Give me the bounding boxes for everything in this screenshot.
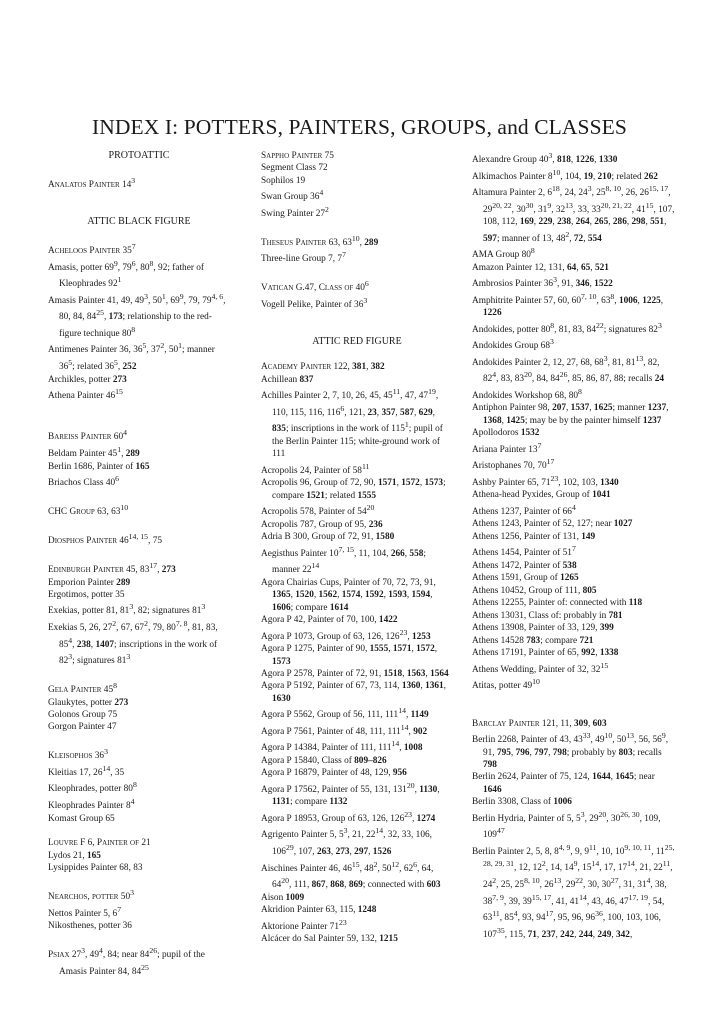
spacer [48,825,230,837]
index-entry: Agora P 1073, Group of 63, 126, $126^{23}$, 1253 [261,627,431,642]
index-entry: Amphitrite Painter 57, 60, 60$^{7, 10}$, $63^8$, 1006, 1225, 1226 [472,291,664,319]
index-entry: Emporion Painter 289 [48,577,131,588]
index-entry: Golonos Group 75 [48,710,118,721]
spacer [48,490,230,502]
index-entry: Acropolis 24, Painter of $58^{11}$ [261,461,370,476]
index-entry: Alexandre Group $40^3$, 818, 1226, 1330 [472,151,618,166]
index-entry: Berlin 2268, Painter of 43, $43^{33}$, $49^{10}$, $50^{13}$, 56, $56^9$, 91, 795, 796, 797, 798; probably by 803; recalls 798 [472,730,669,770]
index-entry: Apollodoros 1532 [472,428,540,439]
index-entry: Athens 1472, Painter of 538 [472,560,577,571]
spacer [261,349,453,361]
index-entry: Psiax $27^3$, $49^4$, 84; near $84^{26}$; pupil of the Amasis Painter 84, $84^{25}$ [48,946,205,977]
index-entry: Agora P 14384, Painter of 111, $111^{14}$, 1008 [261,739,423,754]
spacer [261,312,453,324]
index-entry: Sophilos 19 [261,175,306,186]
index-entry: Swing Painter $27^2$ [261,204,329,219]
index-entry: Athens 14528 783; compare 721 [472,635,594,646]
index-entry: Agora P 5192, Painter of 67, 73, 114, 1360, 1361, 1630 [261,681,446,704]
index-entry: Diosphos Painter 46$^{14, 15}$, 75 [48,531,162,547]
index-entry: Achillean 837 [261,374,314,385]
index-entry: Agora P 5562, Group of 56, 111, $111^{14}$, 1149 [261,706,429,721]
index-entry: Agora P 7561, Painter of 48, 111, $111^{14}$, 902 [261,722,428,737]
index-entry: Amazon Painter 12, 131, 64, 65, 521 [472,262,609,273]
section-heading: PROTOATTIC [108,150,170,161]
index-entry: Three-line Group 7, $7^7$ [261,250,346,265]
index-entry: Amasis, potter $69^9$, $79^6$, $80^8$, 92; father of Kleophrades $92^1$ [48,258,204,290]
index-entry: AMA Group $80^8$ [472,246,535,261]
index-entry: Alcácer do Sal Painter 59, 132, 1215 [261,934,398,945]
index-entry: Andokides Workshop 68, $80^8$ [472,386,582,402]
spacer [48,734,230,746]
index-entry: Vogell Pelike, Painter of $36^3$ [261,295,368,311]
index-entry: Ambrosios Painter $36^3$, 91, 346, 1522 [472,275,613,290]
index-entry: Bareiss Painter $60^4$ [48,428,127,443]
spacer [48,548,230,560]
index-entry: Agora P 17562, Painter of 55, 131, $131^{20}$, 1130, 1131; compare 1132 [261,780,440,808]
index-entry: Athens 1591, Group of 1265 [472,573,579,584]
spacer [48,875,230,887]
index-entry: Gela Painter $45^8$ [48,681,117,696]
spacer [48,933,230,945]
index-entry: Berlin Painter 2, 5, 8, 8$^{4, 9}$, 9, $9^{11}$, 10, 10$^{9, 10, 11}$, 11$^{25, 28, 29, 31}$, 12, $12^2$, 14, $14^9$, $15^{14}$, 17, $17^{14}$, 21, $22^{11}$, $24^2$, 25, 25$^{8, 10}$, $26^{13}$, $29^{22}$, 30, $30^{27}$, 31, $31^4$, 38, 38$^{7, 9}$, 39, 39$^{15, 17}$, 41, $41^{14}$, 43, 46, 47$^{17, 19}$, 54, $63^{11}$, $85^4$, 93, $94^{17}$, 95, 96, $96^{36}$, 100, 103, 106, $107^{35}$, 115, 71, 237, 242, 244, 249, 342, [472,842,675,940]
index-column-1 [48,150,230,978]
index-entry: Lysippides Painter 68, 83 [48,863,143,874]
index-entry: Barclay Painter 121, 11, 309, 603 [472,718,607,729]
spacer [48,191,230,203]
index-entry: Andokides, potter $80^8$, 81, 83, $84^{22}$; signatures $82^3$ [472,320,662,335]
index-entry: Edinburgh Painter 45, $83^{17}$, 273 [48,560,176,576]
index-entry: Agora P 42, Painter of 70, 100, 1422 [261,615,398,626]
index-entry: Aristophanes 70, $70^{17}$ [472,457,555,472]
index-entry: Athens 1243, Painter of 52, 127; near 1027 [472,519,633,530]
index-entry: CHC Group 63, $63^{10}$ [48,502,129,518]
index-entry: Ariana Painter $13^7$ [472,440,542,455]
index-entry: Andokides Painter 2, 12, 27, 68, $68^3$, 81, $81^{13}$, 82, $82^4$, 83, $83^{20}$, 84, $84^{26}$, 85, 86, 87, 88; recalls 24 [472,353,665,385]
index-column-3 [472,150,675,941]
index-entry: Achilles Painter 2, 7, 10, 26, 45, $45^{11}$, 47, $47^{19}$, 110, 115, 116, $116^6$, 121, 23, 357, 587, 629, 835; inscriptions in the work of $115^1$; pupil of the Berlin Painter 115; white-ground work of 111 [261,387,443,460]
spacer [48,204,230,216]
index-entry: Analatos Painter $14^3$ [48,175,136,190]
index-entry: Agora P 15840, Class of 809–826 [261,756,387,766]
index-entry: Nikosthenes, potter 36 [48,921,132,932]
index-entry: Berlin 1686, Painter of 165 [48,461,150,472]
index-entry: Athens 1237, Painter of $66^4$ [472,502,576,518]
index-entry: Acropolis 787, Group of 95, 236 [261,519,383,530]
spacer [48,403,230,415]
index-entry: Briachos Class $40^6$ [48,474,120,489]
section-heading: ATTIC BLACK FIGURE [87,216,191,228]
index-entry: Athens 13031, Class of: probably in 781 [472,610,623,621]
index-entry: Kleophrades, potter $80^8$ [48,780,137,795]
index-entry: Antiphon Painter 98, 207, 1537, 1625; manner 1237, 1368, 1425; may be by the painter himself 1237 [472,403,669,426]
index-entry: Berlin 2624, Painter of 75, 124, 1644, 1645; near 1646 [472,772,655,795]
spacer [48,415,230,427]
index-entry: Athens 1454, Painter of $51^7$ [472,544,576,559]
index-entry: Adria B 300, Group of 72, 91, 1580 [261,532,395,543]
index-entry: Aischines Painter 46, $46^{15}$, $48^2$, $50^{12}$, $62^6$, 64, $64^{20}$, 111, 867, 868, 869; connected with 603 [261,859,441,891]
index-column-2 [261,150,453,946]
index-entry: Athens Wedding, Painter of 32, $32^{15}$ [472,660,609,675]
index-entry: Aktorione Painter $71^{23}$ [261,917,347,932]
index-entry: Aegisthus Painter 10$^{7, 15}$, 11, 104, 266, 558; manner $22^{14}$ [261,544,426,576]
index-entry: Atitas, potter $49^{10}$ [472,677,540,692]
index-entry: Athena Painter $46^{15}$ [48,387,123,402]
spacer [261,220,453,232]
index-entry: Ergotimos, potter 35 [48,589,125,600]
index-entry: Gorgon Painter 47 [48,722,117,733]
section-heading: ATTIC RED FIGURE [312,336,402,348]
index-entry: Aison 1009 [261,892,305,903]
spacer [472,693,675,705]
spacer [472,705,675,717]
index-entry: Berlin Hydria, Painter of 5, $5^3$, $29^{20}$, 30$^{26, 30}$, 109, $109^{47}$ [472,809,661,841]
spacer [48,162,230,174]
index-entry: Swan Group $36^4$ [261,188,324,203]
index-entry: Amasis Painter 41, 49, $49^3$, $50^1$, $69^9$, 79, 79$^{4, 6}$, 80, 84, $84^{25}$, 173; relationship to the red-figure technique $80^8$ [48,291,226,340]
index-entry: Agora P 18953, Group of 63, 126, $126^{23}$, 1274 [261,809,436,824]
index-entry: Antimenes Painter 36, $36^5$, $37^2$, $50^1$; manner $36^5$; related $36^5$, 252 [48,341,215,373]
index-entry: Exekias 5, 26, $27^2$, 67, $67^2$, 79, 80$^{7, 8}$, 81, 83, $85^4$, 238, 1407; inscriptions in the work of $82^3$; signatures $81^3$ [48,618,218,667]
index-entry: Agora Chairias Cups, Painter of 70, 72, 73, 91, 1365, 1520, 1562, 1574, 1592, 1593, 1594, 1606; compare 1614 [261,577,436,613]
index-entry: Exekias, potter 81, $81^3$, 82; signatures $81^3$ [48,602,206,617]
index-entry: Agora P 16879, Painter of 48, 129, 956 [261,768,407,779]
index-entry: Akridion Painter 63, 115, 1248 [261,905,377,916]
index-entry: Archikles, potter 273 [48,374,127,385]
index-entry: Berlin 3308, Class of 1006 [472,797,572,808]
index-entry: Nettos Painter 5, $6^7$ [48,904,122,919]
index-entry: Sappho Painter 75 [261,151,334,161]
index-entry: Acropolis 578, Painter of $54^{20}$ [261,503,375,518]
index-entry: Glaukytes, potter 273 [48,697,129,708]
index-entry: Athens 17191, Painter of 65, 992, 1338 [472,648,619,659]
index-entry: Agora P 2578, Painter of 72, 91, 1518, 1563, 1564 [261,669,449,679]
index-title: INDEX I: POTTERS, PAINTERS, GROUPS, and CLASSES [92,115,627,139]
spacer [48,229,230,241]
index-entry: Athens 1256, Painter of 131, 149 [472,531,596,542]
spacer [48,668,230,680]
spacer [261,266,453,278]
index-entry: Athens 13908, Painter of 33, 129, 399 [472,623,614,634]
index-entry: Theseus Painter 63, $63^{10}$, 289 [261,233,379,248]
index-entry: Athena-head Pyxides, Group of 1041 [472,490,611,501]
index-entry: Agora P 1275, Painter of 90, 1555, 1571, 1572, 1573 [261,644,438,667]
spacer [261,324,453,336]
index-entry: Kleophrades Painter $8^4$ [48,797,135,812]
index-entry: Louvre F 6, Painter of 21 [48,838,151,849]
index-entry: Andokides Group $68^3$ [472,337,554,352]
index-entry: Kleisophos $36^3$ [48,747,108,762]
index-entry: Athens 12255, Painter of: connected with 118 [472,598,643,609]
index-entry: Alkimachos Painter $8^{10}$, 104, 19, 210; related 262 [472,167,658,182]
index-entry: Ashby Painter 65, $71^{23}$, 102, 103, 1340 [472,473,619,489]
index-entry: Beldam Painter $45^1$, 289 [48,445,140,460]
index-entry: Athens 10452, Group of 111, 805 [472,585,597,596]
index-entry: Segment Class 72 [261,163,328,174]
index-entry: Komast Group 65 [48,813,115,824]
index-entry: Vatican G.47, Class of $40^6$ [261,279,369,294]
spacer [48,519,230,531]
index-entry: Lydos 21, 165 [48,850,101,861]
index-entry: Kleitias 17, $26^{14}$, 35 [48,763,125,779]
index-entry: Agrigento Painter 5, $5^3$, 21, $22^{14}$, 32, 33, 106, $106^{29}$, 107, 263, 273, 297, 1526 [261,826,432,858]
index-entry: Acheloos Painter $35^7$ [48,242,136,257]
index-entry: Acropolis 96, Group of 72, 90, 1571, 1572, 1573; compare 1521; related 1555 [261,478,446,501]
index-entry: Academy Painter 122, 381, 382 [261,362,385,373]
index-entry: Nearchos, potter $50^3$ [48,888,134,903]
index-entry: Altamura Painter 2, $6^{18}$, 24, $24^3$, 25$^{8, 10}$, 26, 26$^{15, 17}$, 29$^{20, 22}$, $30^{30}$, $31^9$, $32^{13}$, 33, 33$^{20, 21, 22}$, $41^{15}$, 107, 108, 112, 169, 229, 238, 264, 265, 286, 298, 551, 597; manner of 13, $48^2$, 72, 554 [472,184,675,244]
